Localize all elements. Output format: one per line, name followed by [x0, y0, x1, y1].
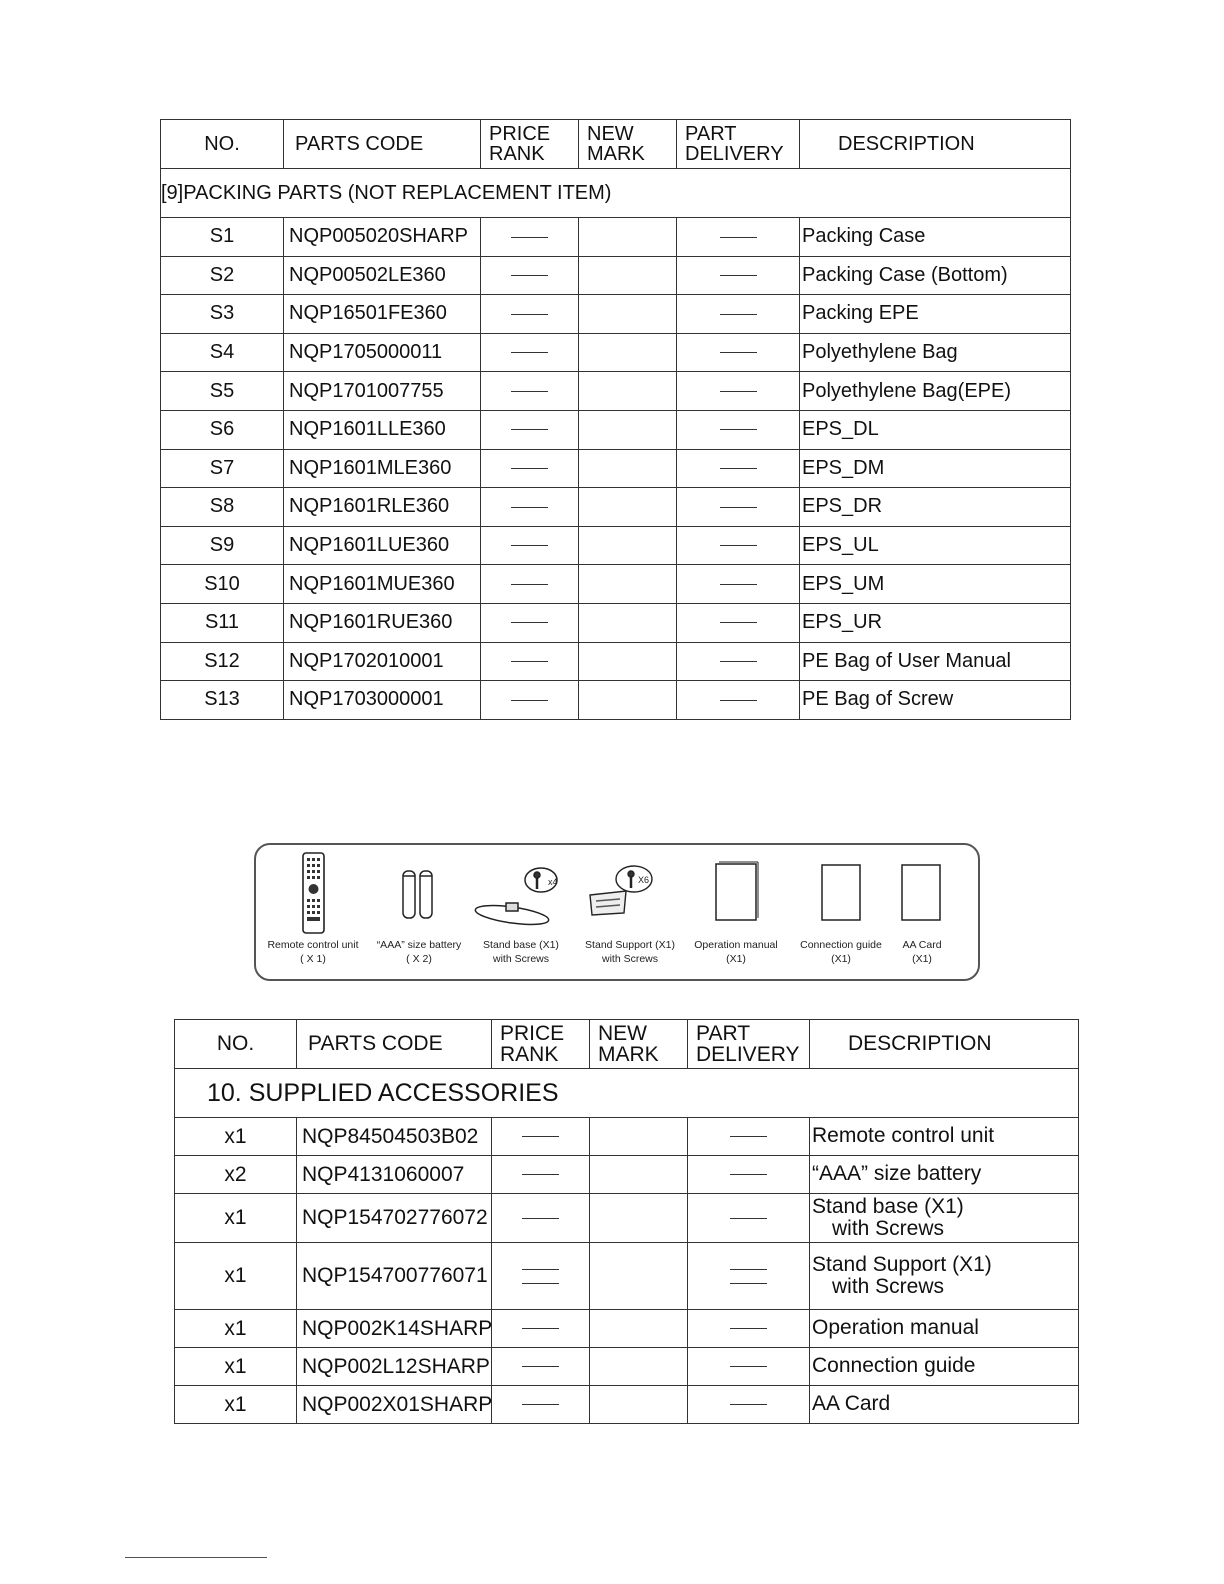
- accessory-description-line: with Screws: [832, 1275, 945, 1298]
- header-description: DESCRIPTION: [810, 1020, 1079, 1069]
- header-new-mark-l1: NEW: [598, 1021, 647, 1045]
- header-new-mark: [579, 120, 677, 169]
- part-delivery-cell: [688, 1348, 810, 1386]
- new-mark-cell: [579, 603, 677, 642]
- part-code: NQP1702010001: [284, 642, 481, 681]
- dash-mark: [720, 622, 757, 623]
- dash-mark: [730, 1328, 767, 1329]
- dash-mark: [720, 545, 757, 546]
- dash-mark: [511, 584, 548, 585]
- header-price-rank-l2: RANK: [489, 143, 545, 165]
- part-no: S1: [161, 218, 284, 257]
- part-code: NQP1601LUE360: [284, 526, 481, 565]
- table-row: [161, 681, 1071, 720]
- dash-mark: [511, 352, 548, 353]
- dash-mark: [511, 700, 548, 701]
- accessory-description-line: with Screws: [832, 1217, 945, 1240]
- dash-mark: [511, 468, 548, 469]
- price-rank-cell: [481, 603, 579, 642]
- part-code: NQP1601LLE360: [284, 410, 481, 449]
- part-no: S8: [161, 488, 284, 527]
- dash-mark: [730, 1404, 767, 1405]
- dash-mark: [720, 661, 757, 662]
- stand-support-screw-count: X6: [638, 875, 650, 885]
- accessory-description: [810, 1194, 1079, 1243]
- accessories-table: [174, 1019, 1079, 1424]
- new-mark-cell: [579, 642, 677, 681]
- price-rank-cell: [481, 410, 579, 449]
- table-row: [161, 410, 1071, 449]
- dash-mark: [720, 314, 757, 315]
- price-rank-cell: [481, 488, 579, 527]
- accessory-label-guide-qty: (X1): [831, 952, 851, 965]
- accessory-label-battery: [377, 939, 462, 966]
- part-no: S13: [161, 681, 284, 720]
- header-price-rank-l2: RANK: [500, 1043, 559, 1066]
- accessory-label-stand-base-qty: with Screws: [492, 952, 550, 965]
- table-row: [161, 488, 1071, 527]
- accessory-description-line: Stand base (X1): [812, 1194, 964, 1218]
- accessory-label-battery-qty: ( X 2): [406, 952, 432, 965]
- dash-mark: [720, 352, 757, 353]
- dash-mark: [720, 391, 757, 392]
- new-mark-cell: [590, 1386, 688, 1424]
- accessory-label-stand-support: [585, 939, 675, 966]
- dash-mark: [720, 275, 757, 276]
- dash-mark: [720, 584, 757, 585]
- part-description: EPS_DL: [800, 410, 1071, 449]
- part-delivery-cell: [677, 565, 800, 604]
- manual-icon: [716, 862, 758, 920]
- accessory-qty: x1: [175, 1243, 297, 1310]
- part-delivery-cell: [688, 1118, 810, 1156]
- dash-mark: [511, 622, 548, 623]
- part-no: S3: [161, 295, 284, 334]
- part-delivery-cell: [677, 488, 800, 527]
- dash-mark: [522, 1328, 559, 1329]
- accessory-label-stand-base-name: Stand base (X1): [483, 939, 559, 951]
- part-delivery-cell: [688, 1156, 810, 1194]
- header-row: [175, 1020, 1079, 1069]
- price-rank-cell: [492, 1118, 590, 1156]
- dash-mark: [730, 1136, 767, 1137]
- new-mark-cell: [590, 1194, 688, 1243]
- price-rank-cell: [481, 565, 579, 604]
- part-description: PE Bag of Screw: [800, 681, 1071, 720]
- dash-mark: [511, 545, 548, 546]
- price-rank-cell: [492, 1310, 590, 1348]
- stand-base-screw-count: x4: [548, 877, 558, 887]
- guide-icon: [822, 865, 860, 920]
- dash-mark: [720, 429, 757, 430]
- part-delivery-cell: [677, 681, 800, 720]
- part-delivery-cell: [677, 295, 800, 334]
- part-delivery-cell: [677, 333, 800, 372]
- accessory-label-guide-name: Connection guide: [800, 939, 882, 951]
- accessory-label-card-qty: (X1): [912, 952, 932, 965]
- part-delivery-cell: [688, 1386, 810, 1424]
- table-row: [175, 1118, 1079, 1156]
- new-mark-cell: [579, 488, 677, 527]
- section-row: [161, 169, 1071, 218]
- part-description: EPS_UR: [800, 603, 1071, 642]
- accessory-code: NQP84504503B02: [297, 1118, 492, 1156]
- price-rank-cell: [492, 1156, 590, 1194]
- table-row: [175, 1386, 1079, 1424]
- part-code: NQP1601RUE360: [284, 603, 481, 642]
- footer-rule: [125, 1557, 267, 1558]
- header-price-rank-l1: PRICE: [489, 122, 551, 145]
- packing-parts-body: [161, 120, 1071, 720]
- part-description: Packing Case (Bottom): [800, 256, 1071, 295]
- price-rank-cell: [481, 256, 579, 295]
- dash-mark: [730, 1269, 767, 1270]
- accessory-code: NQP002L12SHARP: [297, 1348, 492, 1386]
- accessory-label-stand-support-qty: with Screws: [601, 952, 659, 965]
- packing-section-title: [9]PACKING PARTS (NOT REPLACEMENT ITEM): [161, 169, 1071, 218]
- new-mark-cell: [590, 1348, 688, 1386]
- part-delivery-cell: [688, 1310, 810, 1348]
- part-delivery-cell: [677, 449, 800, 488]
- dash-mark: [522, 1366, 559, 1367]
- accessory-code: NQP002X01SHARP: [297, 1386, 492, 1424]
- accessory-label-stand-support-name: Stand Support (X1): [585, 939, 675, 951]
- part-description: EPS_DR: [800, 488, 1071, 527]
- price-rank-cell: [492, 1243, 590, 1310]
- table-row: [161, 333, 1071, 372]
- dash-mark: [522, 1404, 559, 1405]
- header-new-mark-l2: MARK: [587, 143, 645, 165]
- battery-icon: [403, 871, 432, 918]
- table-row: [161, 295, 1071, 334]
- dash-mark: [522, 1136, 559, 1137]
- part-description: EPS_UL: [800, 526, 1071, 565]
- packing-parts-table: [160, 119, 1071, 720]
- header-part-delivery-l1: PART: [685, 122, 737, 145]
- new-mark-cell: [579, 565, 677, 604]
- part-no: S5: [161, 372, 284, 411]
- accessory-code: NQP002K14SHARP: [297, 1310, 492, 1348]
- header-no: NO.: [161, 120, 284, 169]
- dash-mark: [730, 1218, 767, 1219]
- dash-mark: [511, 661, 548, 662]
- header-part-delivery-l2: DELIVERY: [685, 143, 784, 165]
- dash-mark: [511, 429, 548, 430]
- part-code: NQP1703000001: [284, 681, 481, 720]
- remote-control-icon: [303, 853, 324, 933]
- section-row: [175, 1069, 1079, 1118]
- dash-mark: [511, 237, 548, 238]
- accessory-code: NQP154702776072: [297, 1194, 492, 1243]
- header-description: DESCRIPTION: [800, 120, 1071, 169]
- dash-mark: [511, 507, 548, 508]
- accessory-description-line: Remote control unit: [812, 1124, 995, 1148]
- part-code: NQP1601MUE360: [284, 565, 481, 604]
- part-delivery-cell: [677, 218, 800, 257]
- part-no: S6: [161, 410, 284, 449]
- accessory-label-manual-name: Operation manual: [694, 939, 778, 951]
- part-description: Polyethylene Bag: [800, 333, 1071, 372]
- new-mark-cell: [590, 1118, 688, 1156]
- part-description: Packing EPE: [800, 295, 1071, 334]
- accessory-label-remote-name: Remote control unit: [267, 939, 359, 951]
- part-description: EPS_UM: [800, 565, 1071, 604]
- header-part-delivery: [677, 120, 800, 169]
- part-delivery-cell: [677, 603, 800, 642]
- price-rank-cell: [481, 642, 579, 681]
- part-no: S9: [161, 526, 284, 565]
- header-part-delivery: [688, 1020, 810, 1069]
- new-mark-cell: [579, 218, 677, 257]
- part-description: Polyethylene Bag(EPE): [800, 372, 1071, 411]
- new-mark-cell: [579, 256, 677, 295]
- part-delivery-cell: [677, 526, 800, 565]
- header-new-mark-l1: NEW: [587, 122, 634, 145]
- accessory-label-guide: [800, 939, 882, 966]
- part-code: NQP1601RLE360: [284, 488, 481, 527]
- table-row: [175, 1156, 1079, 1194]
- new-mark-cell: [579, 410, 677, 449]
- part-code: NQP00502LE360: [284, 256, 481, 295]
- price-rank-cell: [492, 1348, 590, 1386]
- table-row: [161, 642, 1071, 681]
- accessories-section-title: 10. SUPPLIED ACCESSORIES: [175, 1069, 1079, 1118]
- dash-mark: [730, 1283, 767, 1284]
- part-no: S4: [161, 333, 284, 372]
- price-rank-cell: [481, 218, 579, 257]
- accessory-description: [810, 1118, 1079, 1156]
- dash-mark: [522, 1218, 559, 1219]
- header-part-delivery-l1: PART: [696, 1021, 751, 1045]
- accessory-label-manual-qty: (X1): [726, 952, 746, 965]
- accessory-label-card-name: AA Card: [902, 939, 942, 951]
- dash-mark: [522, 1174, 559, 1175]
- dash-mark: [720, 700, 757, 701]
- new-mark-cell: [579, 681, 677, 720]
- card-icon: [902, 865, 940, 920]
- part-delivery-cell: [677, 642, 800, 681]
- accessory-code: NQP4131060007: [297, 1156, 492, 1194]
- new-mark-cell: [579, 449, 677, 488]
- accessory-label-battery-name: “AAA” size battery: [376, 939, 462, 951]
- new-mark-cell: [579, 526, 677, 565]
- header-no: NO.: [175, 1020, 297, 1069]
- table-row: [161, 256, 1071, 295]
- accessory-label-remote-qty: ( X 1): [300, 952, 326, 965]
- part-no: S2: [161, 256, 284, 295]
- price-rank-cell: [481, 526, 579, 565]
- accessory-qty: x1: [175, 1118, 297, 1156]
- accessory-code: NQP154700776071: [297, 1243, 492, 1310]
- table-row: [175, 1194, 1079, 1243]
- header-parts-code: PARTS CODE: [297, 1020, 492, 1069]
- header-part-delivery-l2: DELIVERY: [696, 1043, 800, 1066]
- table-row: [161, 603, 1071, 642]
- accessory-description: [810, 1243, 1079, 1310]
- part-description: PE Bag of User Manual: [800, 642, 1071, 681]
- dash-mark: [720, 237, 757, 238]
- stand-base-icon: [474, 868, 557, 928]
- part-delivery-cell: [688, 1243, 810, 1310]
- accessory-description-line: Stand Support (X1): [812, 1252, 992, 1276]
- part-delivery-cell: [677, 256, 800, 295]
- dash-mark: [511, 314, 548, 315]
- dash-mark: [522, 1269, 559, 1270]
- new-mark-cell: [590, 1310, 688, 1348]
- table-row: [175, 1348, 1079, 1386]
- accessory-description: [810, 1386, 1079, 1424]
- price-rank-cell: [481, 681, 579, 720]
- table-row: [161, 218, 1071, 257]
- part-no: S12: [161, 642, 284, 681]
- accessory-qty: x1: [175, 1348, 297, 1386]
- accessories-figure: [254, 843, 980, 981]
- accessory-label-manual: [694, 939, 777, 966]
- accessory-description-line: Connection guide: [812, 1354, 976, 1378]
- dash-mark: [511, 391, 548, 392]
- new-mark-cell: [579, 333, 677, 372]
- accessories-body: [175, 1020, 1079, 1424]
- header-price-rank: [481, 120, 579, 169]
- stand-support-icon: [590, 866, 652, 915]
- accessory-description-line: AA Card: [812, 1392, 891, 1416]
- part-code: NQP16501FE360: [284, 295, 481, 334]
- price-rank-cell: [481, 449, 579, 488]
- part-no: S7: [161, 449, 284, 488]
- part-code: NQP1705000011: [284, 333, 481, 372]
- table-row: [161, 449, 1071, 488]
- dash-mark: [522, 1283, 559, 1284]
- header-new-mark-l2: MARK: [598, 1043, 659, 1066]
- accessory-description: [810, 1310, 1079, 1348]
- accessory-label-card: [902, 939, 941, 966]
- header-price-rank-l1: PRICE: [500, 1021, 565, 1045]
- header-parts-code: PARTS CODE: [284, 120, 481, 169]
- accessory-label-stand-base: [483, 939, 559, 966]
- accessory-description: [810, 1156, 1079, 1194]
- dash-mark: [730, 1174, 767, 1175]
- new-mark-cell: [579, 372, 677, 411]
- new-mark-cell: [590, 1243, 688, 1310]
- part-no: S10: [161, 565, 284, 604]
- part-description: Packing Case: [800, 218, 1071, 257]
- header-price-rank: [492, 1020, 590, 1069]
- price-rank-cell: [481, 333, 579, 372]
- accessory-qty: x2: [175, 1156, 297, 1194]
- dash-mark: [730, 1366, 767, 1367]
- table-row: [161, 526, 1071, 565]
- table-row: [161, 565, 1071, 604]
- accessory-description: [810, 1348, 1079, 1386]
- accessory-qty: x1: [175, 1386, 297, 1424]
- dash-mark: [511, 275, 548, 276]
- table-row: [161, 372, 1071, 411]
- dash-mark: [720, 507, 757, 508]
- part-code: NQP005020SHARP: [284, 218, 481, 257]
- part-no: S11: [161, 603, 284, 642]
- accessory-qty: x1: [175, 1194, 297, 1243]
- header-new-mark: [590, 1020, 688, 1069]
- part-description: EPS_DM: [800, 449, 1071, 488]
- price-rank-cell: [492, 1386, 590, 1424]
- price-rank-cell: [481, 372, 579, 411]
- table-row: [175, 1310, 1079, 1348]
- accessory-label-remote: [267, 939, 358, 966]
- part-code: NQP1601MLE360: [284, 449, 481, 488]
- accessory-description-line: Operation manual: [812, 1316, 979, 1340]
- part-delivery-cell: [688, 1194, 810, 1243]
- part-delivery-cell: [677, 410, 800, 449]
- new-mark-cell: [590, 1156, 688, 1194]
- price-rank-cell: [492, 1194, 590, 1243]
- accessory-qty: x1: [175, 1310, 297, 1348]
- table-row: [175, 1243, 1079, 1310]
- new-mark-cell: [579, 295, 677, 334]
- dash-mark: [720, 468, 757, 469]
- part-code: NQP1701007755: [284, 372, 481, 411]
- header-row: [161, 120, 1071, 169]
- accessory-description-line: “AAA” size battery: [812, 1162, 982, 1186]
- part-delivery-cell: [677, 372, 800, 411]
- price-rank-cell: [481, 295, 579, 334]
